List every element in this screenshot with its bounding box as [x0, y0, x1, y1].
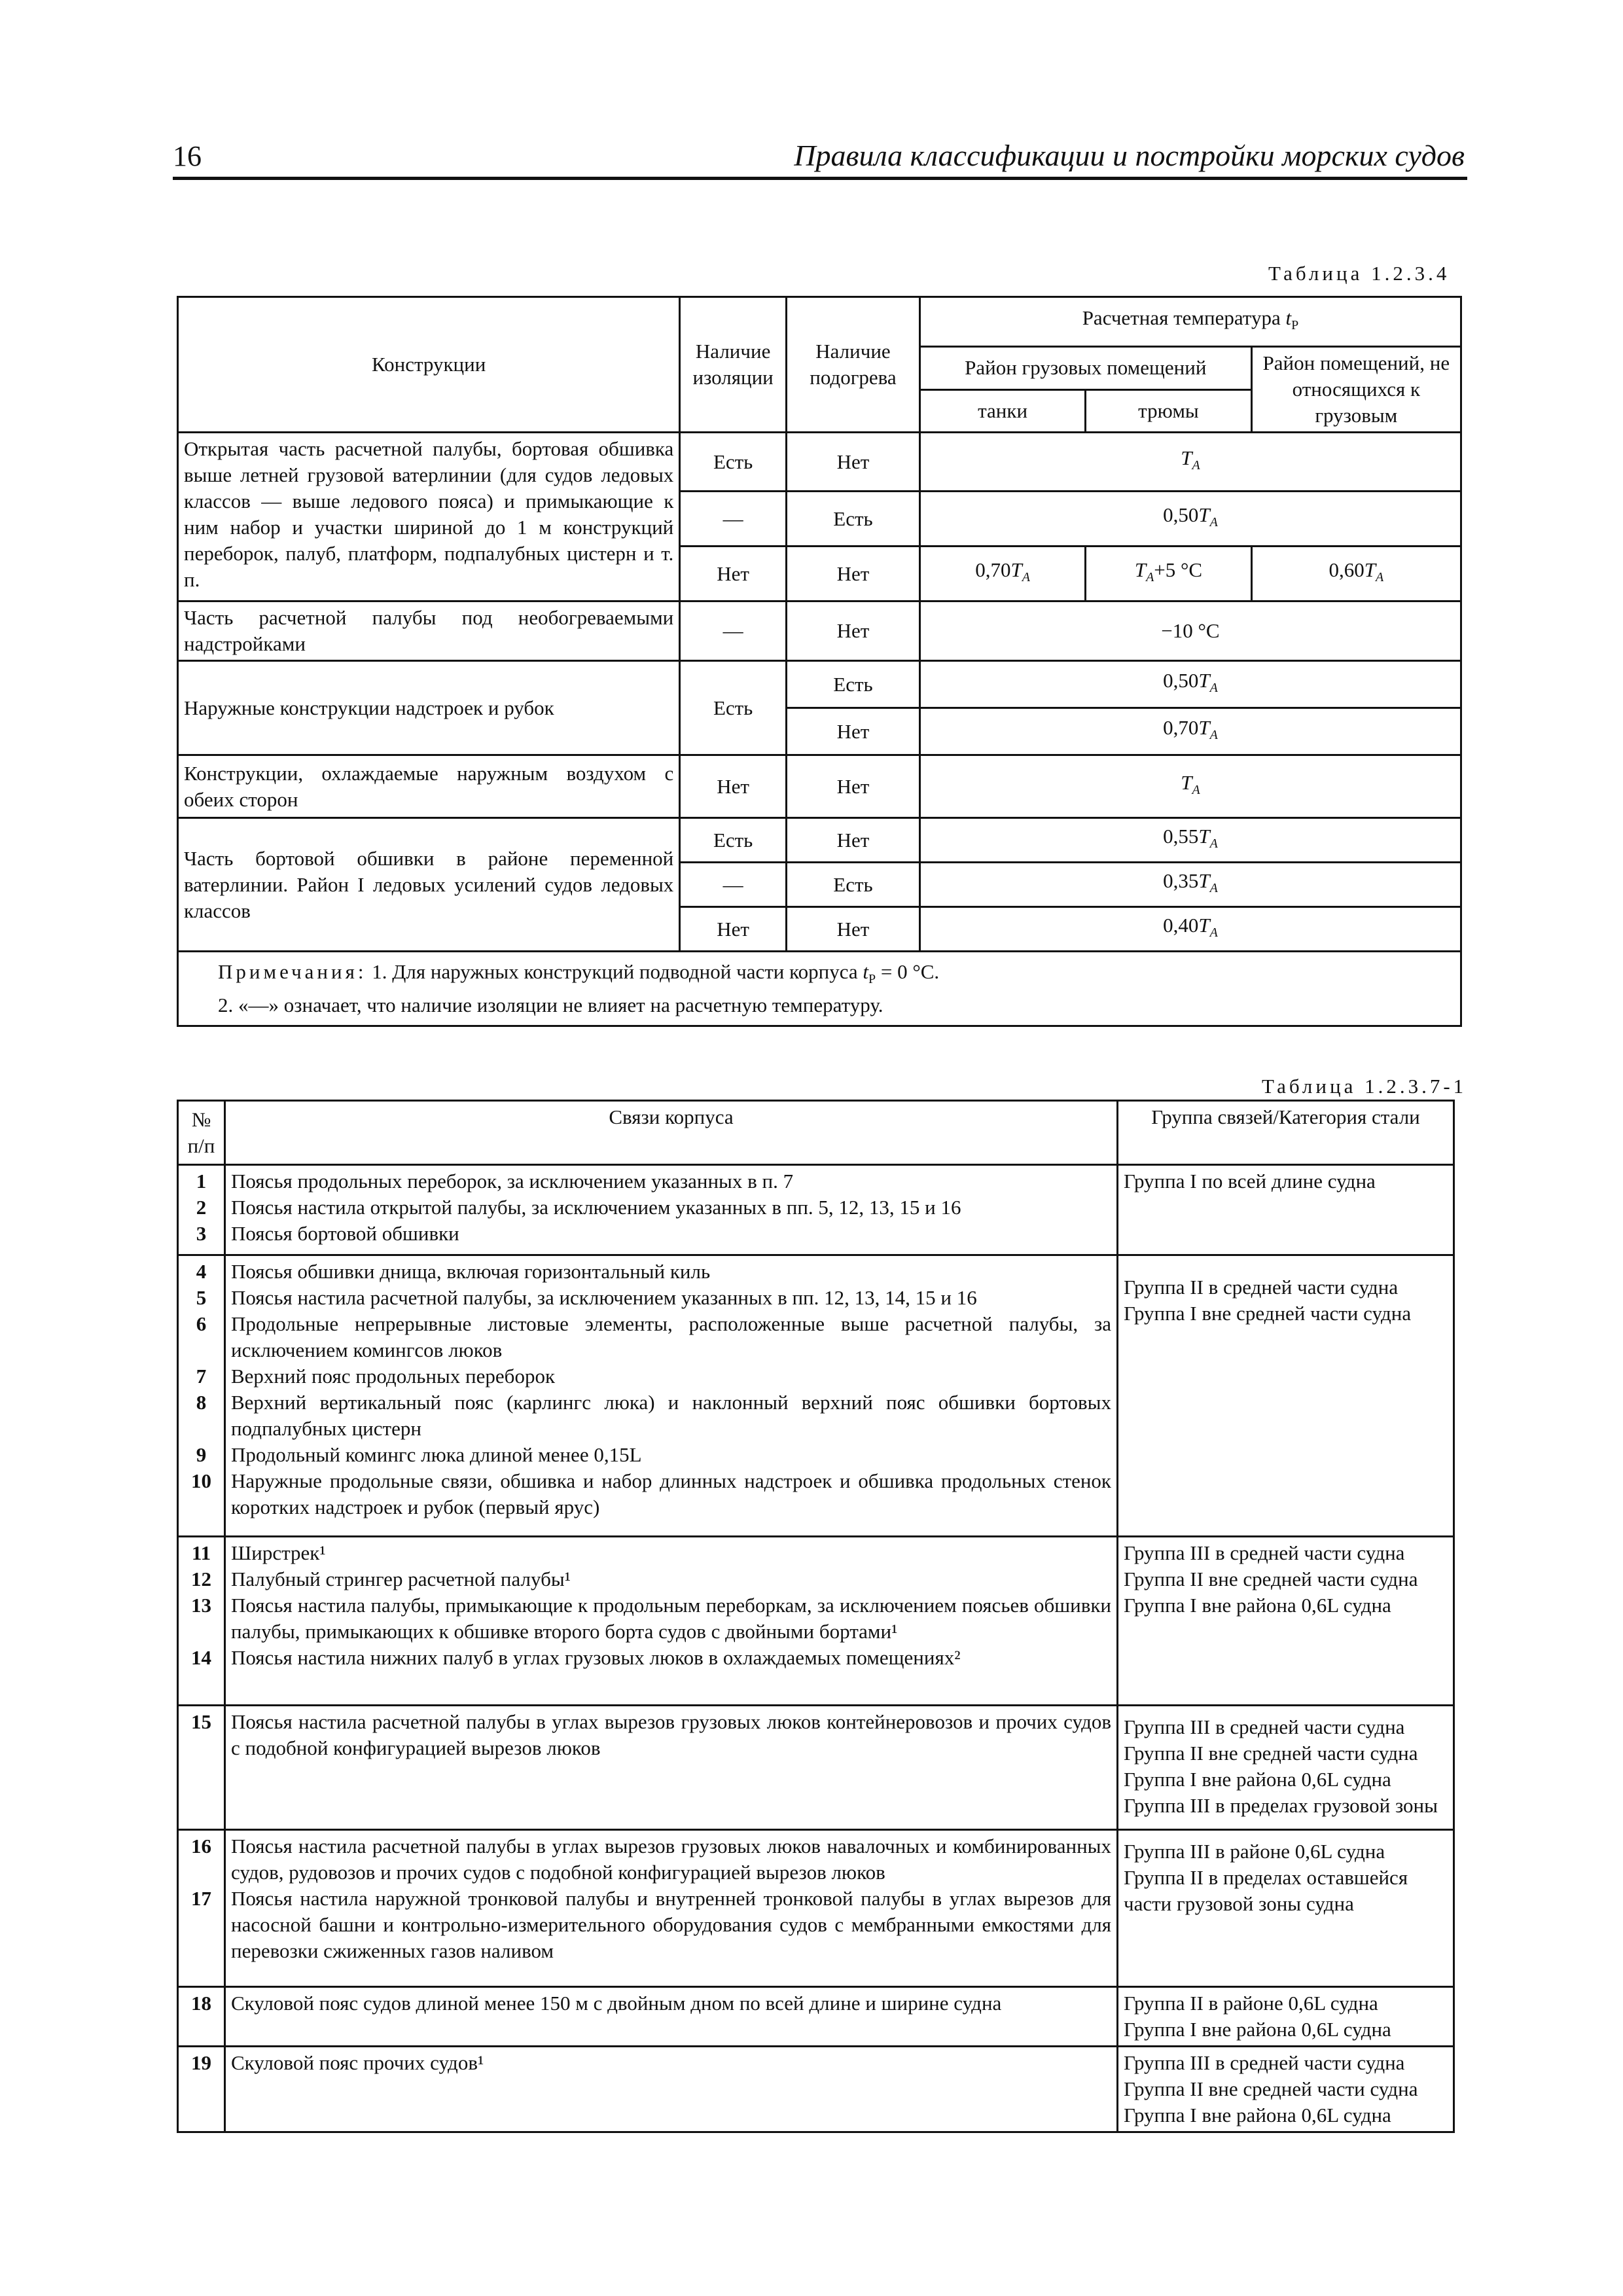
insulation-cell: Нет	[680, 907, 787, 952]
row-numbers	[178, 1706, 225, 1830]
item-number: 18	[191, 1992, 211, 2015]
item-number: 7	[196, 1365, 207, 1388]
temp-cell: $T_A$	[919, 755, 1461, 818]
item-number: 16	[191, 1835, 211, 1857]
heating-cell: Нет	[787, 907, 920, 952]
item-text: Скуловой пояс судов длиной менее 150 м с двойным дном по всей длине и ширине судна	[231, 1992, 1002, 2015]
heating-cell: Есть	[787, 492, 920, 547]
construction-cell: Часть бортовой обшивки в районе переменной ватерлинии. Район I ледовых усилений судов ледовых классов	[178, 818, 680, 952]
item-number: 2	[196, 1196, 207, 1219]
insulation-cell: —	[680, 601, 787, 661]
group-line: Группа II в пределах оставшейся части грузовой зоны судна	[1124, 1866, 1408, 1915]
insulation-cell: Нет	[680, 547, 787, 601]
construction-cell: Наружные конструкции надстроек и рубок	[178, 661, 680, 755]
item-text: Скуловой пояс прочих судов¹	[231, 2051, 484, 2074]
row-links	[225, 2047, 1118, 2132]
group-line: Группа I вне района 0,6L судна	[1124, 1594, 1391, 1617]
temp-cell: $T_A$	[919, 433, 1461, 492]
temp-cell: $0,35T_A$	[919, 863, 1461, 907]
row-links	[225, 1987, 1118, 2047]
heating-cell: Нет	[787, 601, 920, 661]
insulation-cell: Нет	[680, 755, 787, 818]
table-row	[178, 1165, 1454, 1255]
item-text: Поясья настила наружной тронковой палубы и внутренней тронковой палубы в углах вырезов для насосной башни и контрольно-измерительного оборудования судов с мембранными емкостями для перевозки сжиженных газов наливом	[231, 1887, 1111, 1962]
item-text: Поясья продольных переборок, за исключением указанных в п. 7	[231, 1170, 794, 1193]
item-number: 17	[191, 1887, 211, 1910]
item-number: 9	[196, 1443, 207, 1466]
group-line: Группа II в средней части судна	[1124, 1276, 1399, 1299]
page-header	[173, 139, 1467, 180]
row-group	[1118, 1255, 1454, 1537]
row-links	[225, 1706, 1118, 1830]
heating-cell: Нет	[787, 708, 920, 755]
row-links	[225, 1255, 1118, 1537]
table2-label: Таблица 1.2.3.7-1	[1262, 1075, 1467, 1098]
header-links: Связи корпуса	[225, 1101, 1118, 1165]
group-line: Группа III в средней части судна	[1124, 1541, 1405, 1564]
row-numbers	[178, 2047, 225, 2132]
header-design-temp: Расчетная температура $t_P$	[919, 297, 1461, 347]
temp-cell: −10 °C	[919, 601, 1461, 661]
item-text: Поясья бортовой обшивки	[231, 1222, 459, 1245]
group-line: Группа I по всей длине судна	[1124, 1170, 1376, 1193]
heating-cell: Нет	[787, 547, 920, 601]
temp-holds-cell: $T_A+5$ °C	[1086, 547, 1251, 601]
item-number: 5	[196, 1286, 207, 1309]
row-links	[225, 1165, 1118, 1255]
group-line: Группа I вне района 0,6L судна	[1124, 2104, 1391, 2126]
header-group: Группа связей/Категория стали	[1118, 1101, 1454, 1165]
header-heating: Наличие подогрева	[787, 297, 920, 433]
group-line: Группа II в районе 0,6L судна	[1124, 1992, 1378, 2015]
table-row	[178, 1830, 1454, 1987]
row-group	[1118, 1537, 1454, 1706]
item-number: 10	[191, 1469, 211, 1492]
temp-cell: $0,40T_A$	[919, 907, 1461, 952]
temp-cell: $0,50T_A$	[919, 661, 1461, 708]
heating-cell: Нет	[787, 818, 920, 863]
construction-cell: Конструкции, охлаждаемые наружным воздухом с обеих сторон	[178, 755, 680, 818]
item-text: Палубный стрингер расчетной палубы¹	[231, 1568, 571, 1590]
item-text: Поясья настила расчетной палубы, за исключением указанных в пп. 12, 13, 14, 15 и 16	[231, 1286, 977, 1309]
row-links	[225, 1537, 1118, 1706]
heating-cell: Нет	[787, 433, 920, 492]
item-number: 19	[191, 2051, 211, 2074]
header-non-cargo-area: Район помещений, не относящихся к грузовым	[1251, 347, 1461, 433]
page-number: 16	[173, 140, 202, 172]
group-line: Группа II вне средней части судна	[1124, 1568, 1418, 1590]
temp-cell: $0,55T_A$	[919, 818, 1461, 863]
table-1-2-3-4	[177, 296, 1462, 1027]
group-line: Группа III в средней части судна	[1124, 2051, 1405, 2074]
construction-cell: Часть расчетной палубы под необогреваемыми надстройками	[178, 601, 680, 661]
item-text: Ширстрек¹	[231, 1541, 326, 1564]
header-num: № п/п	[178, 1101, 225, 1165]
temp-other-cell: $0,60T_A$	[1251, 547, 1461, 601]
table-row	[178, 2047, 1454, 2132]
item-number: 11	[191, 1541, 211, 1564]
item-number: 4	[196, 1260, 207, 1283]
table-row	[178, 1255, 1454, 1537]
row-group	[1118, 1830, 1454, 1987]
row-group	[1118, 1706, 1454, 1830]
group-line: Группа I вне района 0,6L судна	[1124, 2018, 1391, 2041]
insulation-cell: Есть	[680, 661, 787, 755]
header-insulation: Наличие изоляции	[680, 297, 787, 433]
row-group	[1118, 1165, 1454, 1255]
note-1: Примечания: 1. Для наружных конструкций подводной части корпуса $t_P = 0$ °C.	[218, 960, 940, 987]
group-line: Группа I вне средней части судна	[1124, 1302, 1412, 1325]
heating-cell: Есть	[787, 863, 920, 907]
row-links	[225, 1830, 1118, 1987]
table-row	[178, 1987, 1454, 2047]
item-number: 3	[196, 1222, 207, 1245]
item-number: 13	[191, 1594, 211, 1617]
item-text: Наружные продольные связи, обшивка и набор длинных надстроек и обшивка продольных стенок коротких надстроек и рубок (первый ярус)	[231, 1469, 1111, 1518]
group-line: Группа II вне средней части судна	[1124, 2077, 1418, 2100]
item-text: Верхний вертикальный пояс (карлингс люка) и наклонный верхний пояс обшивки бортовых подпалубных цистерн	[231, 1391, 1111, 1440]
table-notes	[178, 952, 1461, 1026]
item-text: Поясья настила расчетной палубы в углах вырезов грузовых люков навалочных и комбинированных судов, рудовозов и прочих судов с подобной конфигурацией вырезов люков	[231, 1835, 1111, 1884]
item-text: Продольные непрерывные листовые элементы, расположенные выше расчетной палубы, за исключением комингсов люков	[231, 1312, 1111, 1361]
group-line: Группа III в районе 0,6L судна	[1124, 1840, 1385, 1863]
running-title: Правила классификации и постройки морских судов	[794, 139, 1465, 172]
temp-cell: $0,70T_A$	[919, 708, 1461, 755]
row-numbers	[178, 1987, 225, 2047]
heating-cell: Нет	[787, 755, 920, 818]
insulation-cell: Есть	[680, 433, 787, 492]
table-1-2-3-7-1	[177, 1100, 1455, 2133]
item-text: Поясья настила расчетной палубы в углах вырезов грузовых люков контейнеровозов и прочих судов с подобной конфигурацией вырезов люков	[231, 1710, 1111, 1759]
group-line: Группа III в средней части судна	[1124, 1715, 1405, 1738]
item-text: Поясья настила нижних палуб в углах грузовых люков в охлаждаемых помещениях²	[231, 1646, 961, 1669]
group-line: Группа III в пределах грузовой зоны	[1124, 1794, 1438, 1817]
item-number: 1	[196, 1170, 207, 1193]
item-text: Поясья обшивки днища, включая горизонтальный киль	[231, 1260, 711, 1283]
heating-cell: Есть	[787, 661, 920, 708]
table-row	[178, 1537, 1454, 1706]
header-constructions: Конструкции	[178, 297, 680, 433]
header-cargo-area: Район грузовых помещений	[919, 347, 1251, 390]
note-2: 2. «—» означает, что наличие изоляции не влияет на расчетную температуру.	[218, 994, 883, 1017]
item-text: Продольный комингс люка длиной менее 0,15L	[231, 1443, 642, 1466]
row-numbers	[178, 1537, 225, 1706]
group-line: Группа I вне района 0,6L судна	[1124, 1768, 1391, 1791]
row-numbers	[178, 1830, 225, 1987]
item-number: 14	[191, 1646, 211, 1669]
construction-cell: Открытая часть расчетной палубы, бортовая обшивка выше летней грузовой ватерлинии (для судов ледовых классов — выше ледового пояса) и примыкающие к ним набор и участки шириной до 1 м конструкций переборок, палуб, платформ, подпалубных цистерн и т. п.	[178, 433, 680, 601]
item-number: 15	[191, 1710, 211, 1733]
temp-tanks-cell: $0,70T_A$	[919, 547, 1085, 601]
row-numbers	[178, 1165, 225, 1255]
header-tanks: танки	[919, 389, 1085, 433]
insulation-cell: —	[680, 863, 787, 907]
item-number: 6	[196, 1312, 207, 1335]
header-holds: трюмы	[1086, 389, 1251, 433]
group-line: Группа II вне средней части судна	[1124, 1742, 1418, 1765]
item-number: 8	[196, 1391, 207, 1414]
row-group	[1118, 2047, 1454, 2132]
table1-label: Таблица 1.2.3.4	[1268, 262, 1450, 285]
insulation-cell: Есть	[680, 818, 787, 863]
row-numbers	[178, 1255, 225, 1537]
item-text: Верхний пояс продольных переборок	[231, 1365, 556, 1388]
insulation-cell: —	[680, 492, 787, 547]
item-text: Поясья настила открытой палубы, за исключением указанных в пп. 5, 12, 13, 15 и 16	[231, 1196, 961, 1219]
temp-cell: $0,50T_A$	[919, 492, 1461, 547]
table-row	[178, 1706, 1454, 1830]
item-number: 12	[191, 1568, 211, 1590]
row-group	[1118, 1987, 1454, 2047]
item-text: Поясья настила палубы, примыкающие к продольным переборкам, за исключением поясьев обшивки палубы, примыкающих к обшивке второго борта судов с двойными бортами¹	[231, 1594, 1111, 1643]
